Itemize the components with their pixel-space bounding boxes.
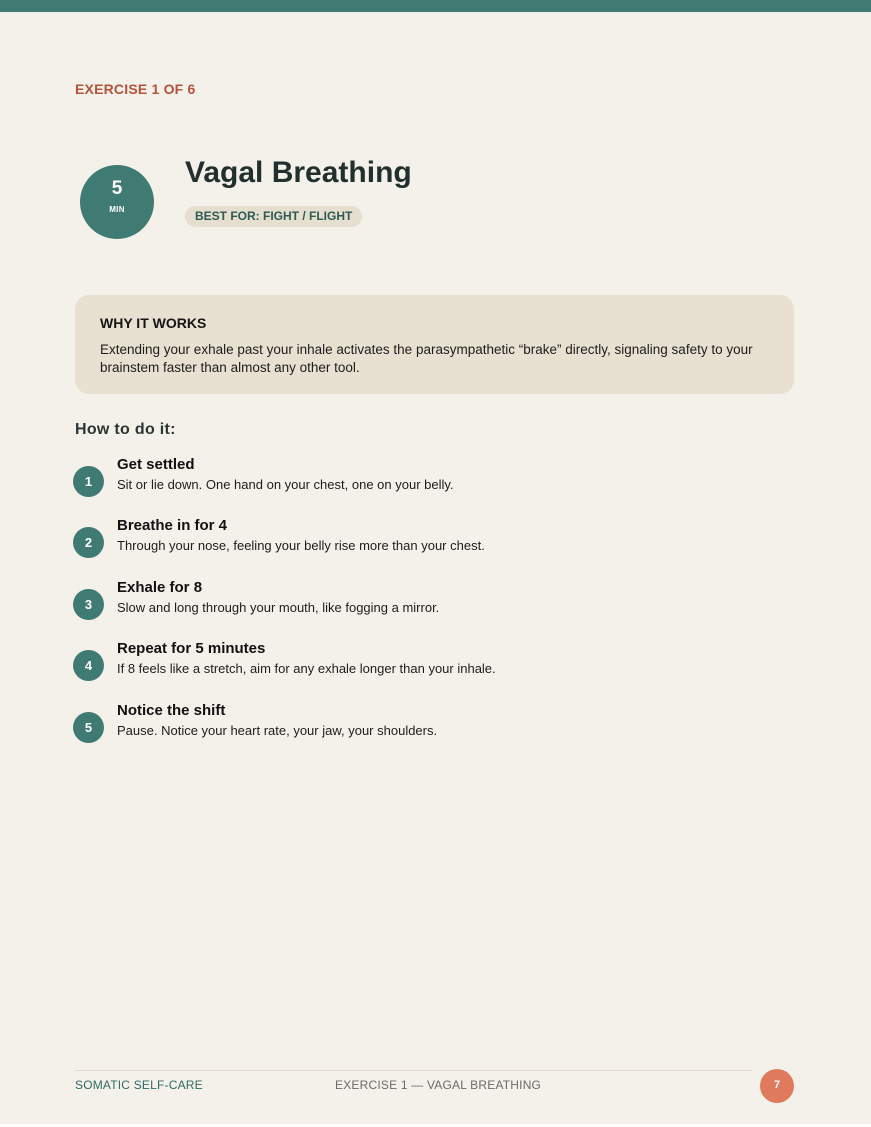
how-to-heading: How to do it: [75, 421, 176, 438]
duration-badge [80, 165, 154, 239]
step-item [73, 579, 773, 627]
step-title: Breathe in for 4 [117, 517, 228, 534]
why-text: Extending your exhale past your inhale activates the parasympathetic “brake” directly, signaling safety to your brainstem faster than almost any other tool. [100, 342, 753, 375]
step-item [73, 702, 773, 750]
footer-section-title: EXERCISE 1 — VAGAL BREATHING [335, 1078, 542, 1092]
duration-value: 5 [111, 178, 123, 199]
step-item [73, 456, 773, 504]
step-number: 2 [73, 527, 104, 558]
exercise-counter: EXERCISE 1 OF 6 [75, 81, 196, 97]
step-description: Slow and long through your mouth, like fogging a mirror. [117, 600, 440, 615]
step-title: Get settled [117, 456, 195, 473]
best-for-tag: BEST FOR: FIGHT / FLIGHT [185, 206, 362, 227]
step-item [73, 517, 773, 565]
duration-unit: MIN [109, 205, 125, 214]
step-title: Notice the shift [117, 702, 226, 719]
footer-book-title: SOMATIC SELF-CARE [75, 1078, 203, 1092]
step-description: Through your nose, feeling your belly rise more than your chest. [117, 538, 485, 553]
why-it-works-callout [75, 295, 794, 394]
step-item [73, 640, 773, 688]
step-number: 4 [73, 650, 104, 681]
step-number: 3 [73, 589, 104, 620]
step-number: 5 [73, 712, 104, 743]
top-accent-bar [0, 0, 871, 12]
page-title: Vagal Breathing [185, 156, 412, 189]
why-heading: WHY IT WORKS [100, 315, 207, 331]
step-description: If 8 feels like a stretch, aim for any exhale longer than your inhale. [117, 661, 496, 676]
step-description: Pause. Notice your heart rate, your jaw, your shoulders. [117, 723, 438, 738]
step-number: 1 [73, 466, 104, 497]
step-title: Repeat for 5 minutes [117, 640, 266, 657]
step-description: Sit or lie down. One hand on your chest, one on your belly. [117, 477, 454, 492]
step-title: Exhale for 8 [117, 579, 203, 596]
footer-divider [75, 1070, 752, 1071]
page-number: 7 [760, 1069, 794, 1103]
